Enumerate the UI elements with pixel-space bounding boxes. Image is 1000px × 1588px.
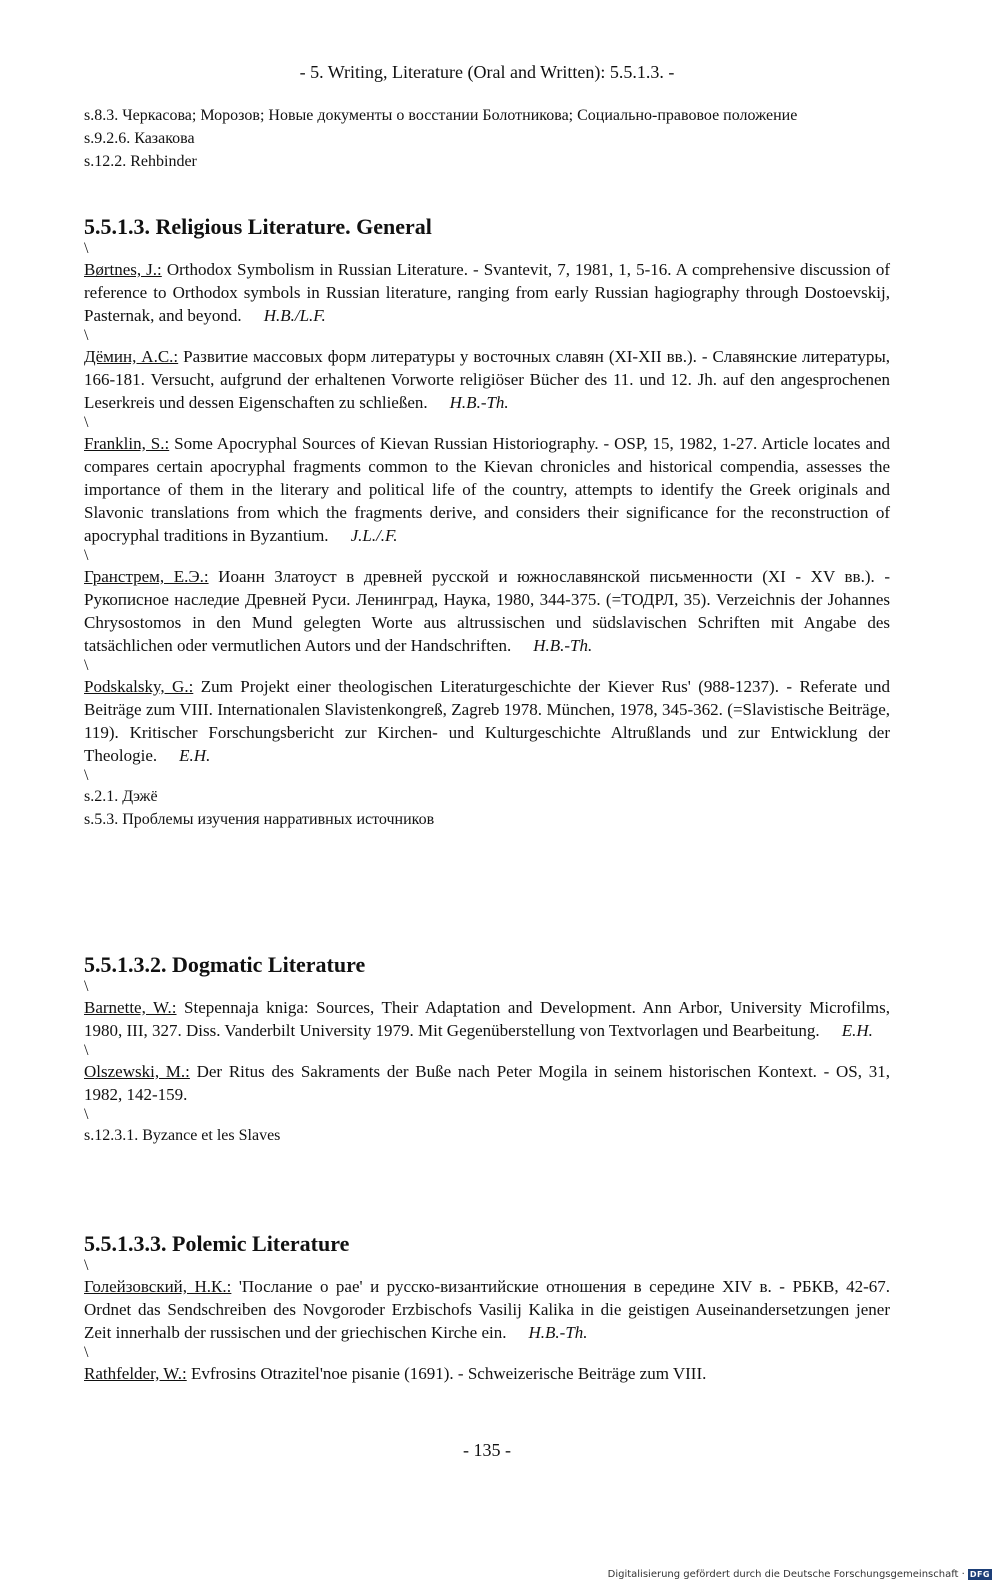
separator: \ bbox=[84, 1257, 89, 1274]
entry-reviewer: J.L./.F. bbox=[350, 526, 398, 545]
section-religious-general bbox=[84, 214, 890, 831]
crossref: s.5.3. Проблемы изучения нарративных источников bbox=[84, 811, 435, 828]
entry-text: Stepennaja kniga: Sources, Their Adaptation and Development. Ann Arbor, University Microfilms, 1980, III, 327. Diss. Vanderbilt University 1979. Mit Gegenüberstellung von Textvorlagen und Bearbeitung. bbox=[84, 998, 890, 1040]
bibliography-entry bbox=[84, 996, 890, 1042]
section-heading: 5.5.1.3.2. Dogmatic Literature bbox=[84, 952, 366, 977]
entry-author: Barnette, W.: bbox=[84, 998, 177, 1017]
bibliography-entry bbox=[84, 345, 890, 414]
section-heading: 5.5.1.3.3. Polemic Literature bbox=[84, 1231, 350, 1256]
separator: \ bbox=[84, 240, 89, 257]
separator: \ bbox=[84, 327, 89, 344]
separator: \ bbox=[84, 978, 89, 995]
section-polemic bbox=[84, 1231, 890, 1385]
separator: \ bbox=[84, 767, 89, 784]
entry-author: Olszewski, M.: bbox=[84, 1062, 190, 1081]
bibliography-entry bbox=[84, 432, 890, 547]
entry-text: 'Послание о рае' и русско-византийские отношения в середине XIV в. - РБКВ, 42-67. Ordnet das Sendschreiben des Novgoroder Erzbischofs Vasilij Kalika in die geistigen Auseinandersetzungen jener Zeit innerhalb der russischen und der griechischen Kirche ein. bbox=[84, 1277, 891, 1342]
running-head: - 5. Writing, Literature (Oral and Written): 5.5.1.3. - bbox=[299, 62, 675, 82]
separator: \ bbox=[84, 1042, 89, 1059]
entry-author: Podskalsky, G.: bbox=[84, 677, 194, 696]
entry-text: Der Ritus des Sakraments der Buße nach Peter Mogila in seinem historischen Kontext. - OS, 31, 1982, 142-159. bbox=[84, 1062, 890, 1104]
entry-author: Дёмин, А.С.: bbox=[84, 347, 179, 366]
entry-author: Голейзовский, Н.К.: bbox=[84, 1277, 232, 1296]
bibliography-entry bbox=[84, 565, 890, 657]
crossref: s.2.1. Дэжё bbox=[84, 788, 158, 805]
page-number: - 135 - bbox=[463, 1440, 511, 1460]
digitization-footer bbox=[608, 1569, 992, 1580]
bibliography-entry bbox=[84, 258, 890, 327]
bibliography-entry bbox=[84, 1275, 890, 1344]
entry-text: Развитие массовых форм литературы у восточных славян (XI-XII вв.). - Славянские литературы, 166-181. Versucht, aufgrund der erhaltenen Vorworte religiöser Bücher des 11. und 12. Jh. auf den angesprochenen Leserkreis und dessen Eigenschaften zu schließen. bbox=[84, 347, 890, 412]
entry-text: Иоанн Златоуст в древней русской и южнославянской письменности (XI - XV вв.). - Рукописное наследие Древней Руси. Ленинград, Наука, 1980, 344-375. (=ТОДРЛ, 35). Verzeichnis der Johannes Chrysostomos in den Mund gelegten Worte aus altrussischen und südslavischen Schriften mit Angabe des tatsächlichen oder vermutlichen Autors und der Handschriften. bbox=[84, 567, 890, 655]
section-dogmatic bbox=[84, 952, 890, 1147]
entry-text: Zum Projekt einer theologischen Literaturgeschichte der Kiever Rus' (988-1237). - Referate und Beiträge zum VIII. Internationalen Slavistenkongreß, Zagreb 1978. München, 1978, 345-362. (=Slavistische Beiträge, 119). Kritischer Forschungsbericht zur Kirchen- und Kulturgeschichte Altrußlands und zur Entwicklung der Theologie. bbox=[84, 677, 890, 765]
separator: \ bbox=[84, 547, 89, 564]
entry-reviewer: E.H. bbox=[841, 1021, 873, 1040]
entry-reviewer: H.B.-Th. bbox=[449, 393, 509, 412]
entry-author: Franklin, S.: bbox=[84, 434, 170, 453]
dfg-logo: DFG bbox=[969, 1570, 990, 1579]
entry-reviewer: H.B./L.F. bbox=[263, 306, 326, 325]
bibliography-entry bbox=[84, 675, 890, 767]
entry-author: Rathfelder, W.: bbox=[84, 1364, 187, 1383]
entry-reviewer: H.B.-Th. bbox=[533, 636, 593, 655]
entry-author: Børtnes, J.: bbox=[84, 260, 162, 279]
crossref: s.12.3.1. Byzance et les Slaves bbox=[84, 1127, 281, 1144]
entry-author: Гранстрем, Е.Э.: bbox=[84, 567, 209, 586]
crossref: s.9.2.6. Казакова bbox=[84, 130, 195, 147]
separator: \ bbox=[84, 1344, 89, 1361]
separator: \ bbox=[84, 657, 89, 674]
bibliography-entry bbox=[84, 1060, 890, 1106]
entry-text: Orthodox Symbolism in Russian Literature. - Svantevit, 7, 1981, 1, 5-16. A comprehensive discussion of reference to Orthodox symbols in Russian literature, ranging from early Russian hagiography through Dostoevskij, Pasternak, and beyond. bbox=[84, 260, 890, 325]
entry-reviewer: E.H. bbox=[179, 746, 211, 765]
top-crossrefs bbox=[84, 104, 890, 173]
crossref: s.8.3. Черкасова; Морозов; Новые документы о восстании Болотникова; Социально-правовое положение bbox=[84, 107, 798, 124]
footer-text: Digitalisierung gefördert durch die Deutsche Forschungsgemeinschaft · bbox=[607, 1569, 965, 1580]
separator: \ bbox=[84, 414, 89, 431]
section-heading: 5.5.1.3. Religious Literature. General bbox=[84, 214, 432, 239]
separator: \ bbox=[84, 1106, 89, 1123]
entry-text: Some Apocryphal Sources of Kievan Russian Historiography. - OSP, 15, 1982, 1-27. Article locates and compares certain apocryphal fragments common to the Kievan chronicles and historical compendia, assesses the importance of them in the literary and political life of the country, attempts to identify the Greek originals and Slavonic translations from which the fragments derive, and considers their significance for the reconstruction of apocryphal traditions in Byzantium. bbox=[84, 434, 890, 545]
entry-text: Evfrosins Otrazitel'noe pisanie (1691). - Schweizerische Beiträge zum VIII. bbox=[186, 1364, 707, 1383]
entry-reviewer: H.B.-Th. bbox=[528, 1323, 588, 1342]
bibliography-entry bbox=[84, 1362, 890, 1385]
crossref: s.12.2. Rehbinder bbox=[84, 153, 197, 170]
